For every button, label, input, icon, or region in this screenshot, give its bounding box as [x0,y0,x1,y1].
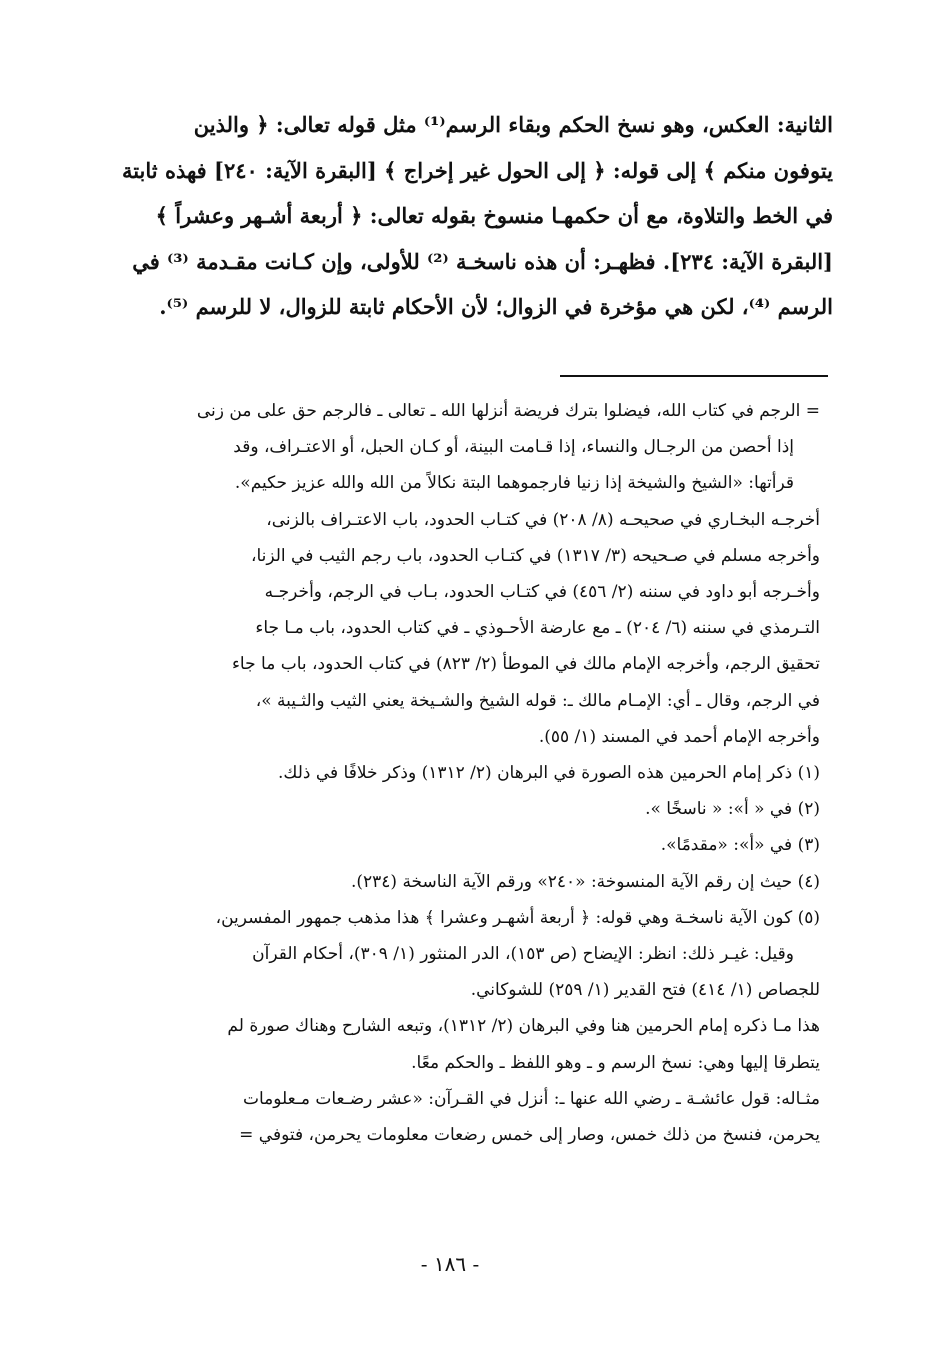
footnote-line: في الرجم، وقال ـ أي: الإمـام مالك ـ: قوله الشيخ والشـيخة يعني الثيب والثـيبة »، [255,690,820,711]
main-line: الرسم ⁽⁴⁾، لكن هي مؤخرة في الزوال؛ لأن الأحكام ثابتة للزوال، لا للرسم ⁽⁵⁾. [159,294,833,319]
main-line: يتوفون منكم ﴾ إلى قوله: ﴿ إلى الحول غير إخراج ﴾ [البقرة الآية: ٢٤٠] فهذه ثابتة [121,157,833,183]
footnote-line: يحرمن، فنسخ من ذلك خمس، وصار إلى خمس رضعات معلومات يحرمن، فتوفي = [239,1125,820,1146]
footnote-line: = الرجم في كتاب الله، فيضلوا بترك فريضة أنزلها الله ـ تعالى ـ فالرجم حق على من زنى [196,401,820,421]
footnote-separator [560,375,828,377]
footnote-4: (٤) حيث إن رقم الآية المنسوخة: «٢٤٠» ورقم الآية الناسخة (٢٣٤). [350,871,820,892]
footnote-line: يتطرقا إليها وهي: نسخ الرسم و ـ وهو اللفظ ـ والحكم معًا. [411,1052,820,1073]
footnote-line: وأخـرجه أبو داود في سننه (٢/ ٤٥٦) في كتـاب الحدود، بـاب في الرجم، وأخرجـه [264,582,820,603]
main-line: الثانية: العكس، وهو نسخ الحكم وبقاء الرسم⁽¹⁾ مثل قوله تعالى: ﴿ والذين [193,112,833,137]
footnote-2: (٢) في « أ»: « ناسخًا ». [645,799,820,820]
footnote-line: وأخرجه مسلم في صـحيحه (٣/ ١٣١٧) في كتـاب الحدود، باب رجم الثيب في الزنا، [250,545,820,566]
footnote-line: تحقيق الرجم، وأخرجه الإمام مالك في الموطأ (٢/ ٨٢٣) في كتاب الحدود، باب ما جاء [231,654,820,675]
footnote-line: إذا أحصن من الرجـال والنساء، إذا قـامت البينة، أو كـان الحبل، أو الاعتـراف، وقد [233,437,794,458]
footnote-line: هذا مـا ذكره إمام الحرمين هنا وفي البرهان (٢/ ١٣١٢)، وتبعه الشارح وهناك صورة لم [227,1016,820,1037]
footnote-line: أخرجـه البخـاري في صحيحـه (٨/ ٢٠٨) في كتـاب الحدود، باب الاعتـراف بالزنى، [266,509,820,530]
main-line: في الخط والتلاوة، مع أن حكمهـا منسوخ بقوله تعالى: ﴿ أربعة أشـهر وعشراً ﴾ [155,203,833,228]
main-text-block [98,102,833,330]
footnote-line: وقيل: غيـر ذلك: انظر: الإيضاح (ص ١٥٣)، الدر المنثور (١/ ٣٠٩)، أحكام القرآن [252,944,794,965]
main-line: [البقرة الآية: ٢٣٤]. فظهـر: أن هذه ناسخـة ⁽²⁾ للأولى، وإن كـانت مقـدمة ⁽³⁾ في [132,248,833,274]
footnote-1: (١) ذكر إمام الحرمين هذه الصورة في البرهان (٢/ ١٣١٢) وذكر خلافًا في ذلك. [277,763,820,784]
footnote-line: وأخرجه الإمام أحمد في المسند (١/ ٥٥). [538,726,820,747]
footnote-5: (٥) كون الآية ناسخـة وهي قوله: ﴿ أربعة أشهـر وعشرا ﴾ هذا مذهب جمهور المفسرين، [215,907,820,928]
footnote-line: للجصاص (١/ ٤١٤) فتح القدير (١/ ٢٥٩) للشوكاني. [470,980,820,1001]
footnotes-block [105,393,820,1153]
footnote-line: مثـاله: قول عائشـة ـ رضي الله عنها ـ: أنزل في القـرآن: «عشر رضـعات مـعلومات [242,1088,820,1109]
footnote-line: قرأتها: «الشيخ والشيخة إذا زنيا فارجموهما البتة نكالاً من الله والله عزيز حكيم». [234,473,794,494]
page-number: - ١٨٦ - [420,1252,480,1276]
footnote-line: التـرمذي في سننه (٦/ ٢٠٤) ـ مع عارضة الأحـوذي ـ في كتاب الحدود، باب مـا جاء [255,618,820,639]
footnote-3: (٣) في «أ»: «مقدمًا». [660,835,820,856]
